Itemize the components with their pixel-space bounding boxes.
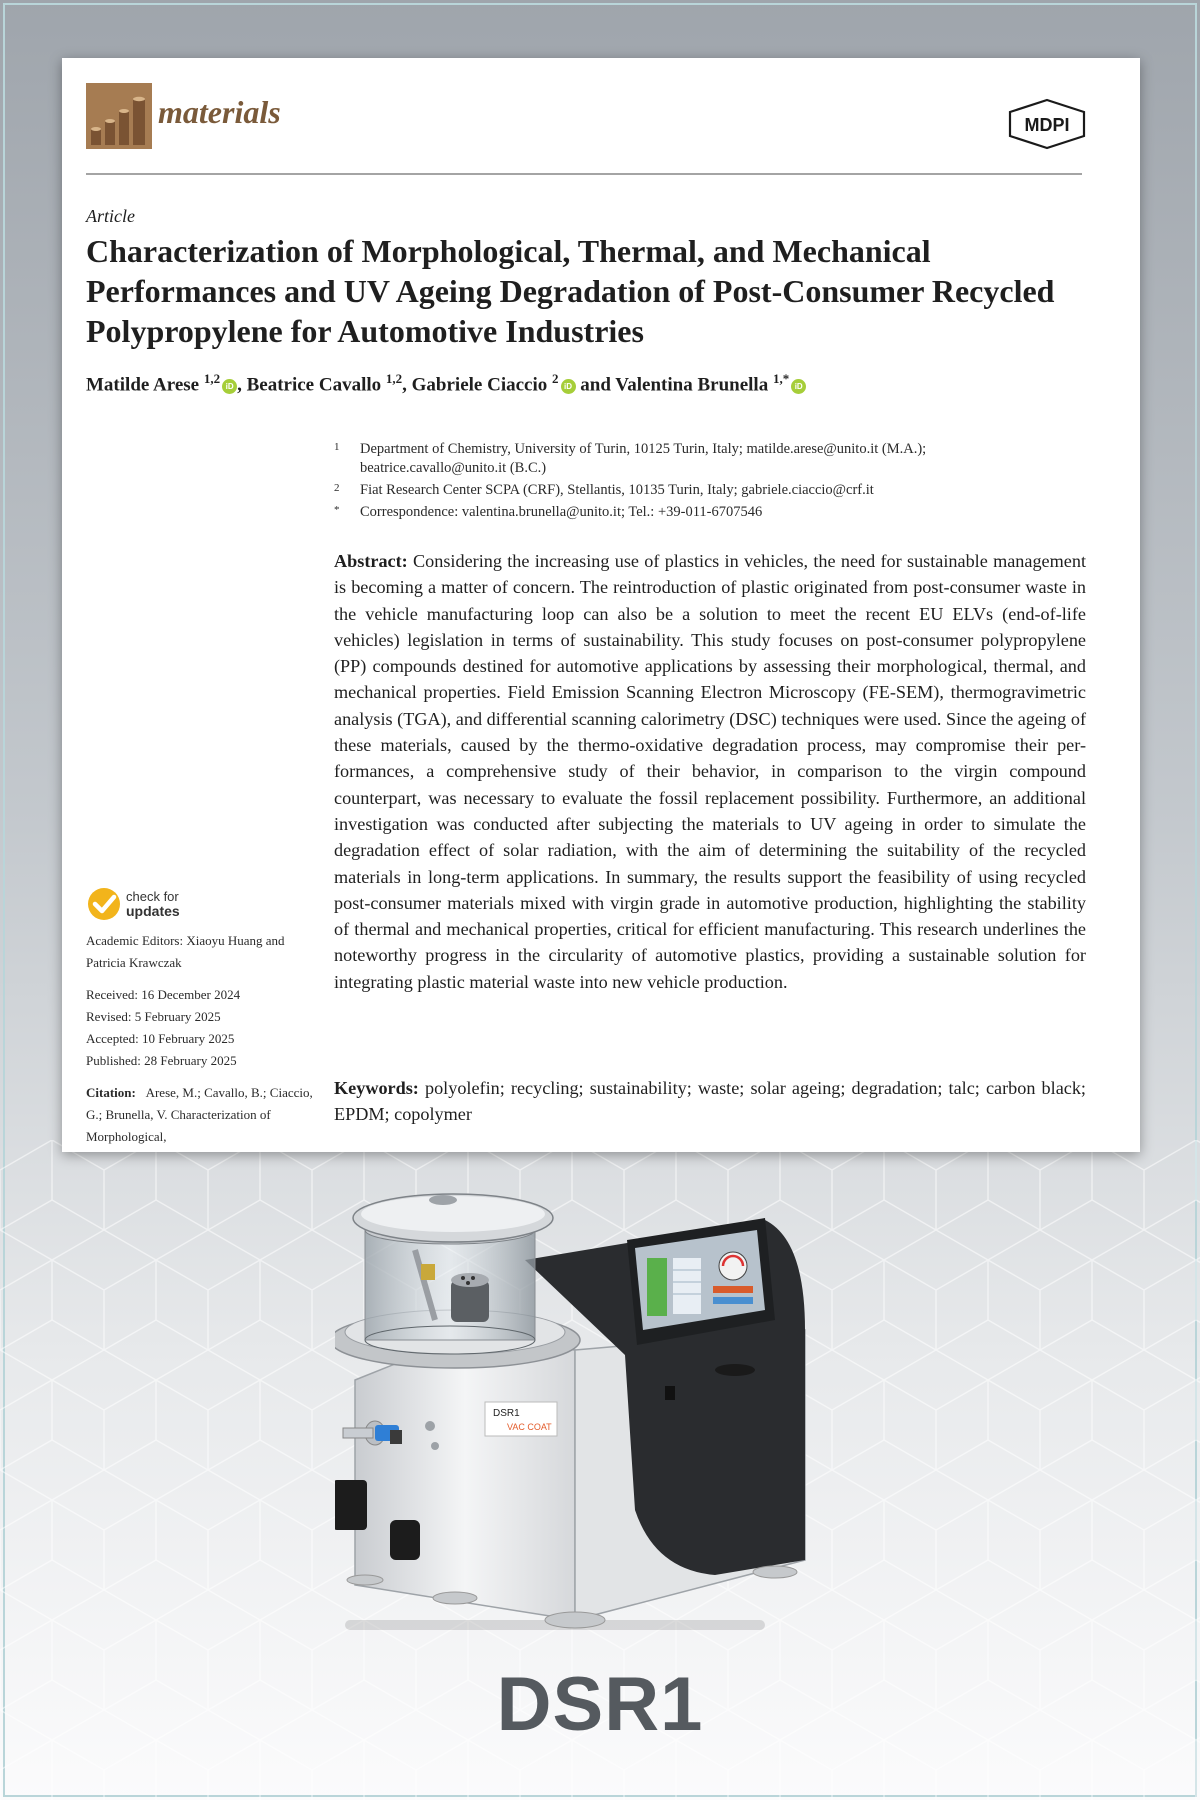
affiliation-item	[334, 440, 1054, 478]
accepted-date: Accepted: 10 February 2025	[86, 1031, 235, 1046]
check-for-label: check for	[126, 888, 179, 904]
header-rule	[86, 173, 1082, 175]
revised-date: Revised: 5 February 2025	[86, 1009, 221, 1024]
affiliation-number: 1	[334, 441, 340, 453]
author-affil-sup: 1,*	[772, 371, 790, 386]
paper-first-page	[62, 58, 1140, 1152]
affiliation-text: Department of Chemistry, University of Turin, 10125 Turin, Italy; matilde.arese@unito.it (M.A.); beatrice.cavallo@unito.it (B.C.)	[360, 441, 927, 476]
device-brand: VAC COAT	[507, 1422, 552, 1432]
academic-editors: Academic Editors: Xiaoyu Huang and Patricia Krawczak	[86, 933, 285, 970]
orcid-icon[interactable]: iD	[222, 379, 237, 394]
check-for-updates-badge[interactable]	[86, 886, 180, 922]
author-affil-sup: 2	[552, 371, 559, 386]
author-affil-sup: 1,2	[203, 371, 221, 386]
author-name: , Beatrice Cavallo	[237, 374, 382, 396]
citation-label: Citation:	[86, 1085, 136, 1100]
mdpi-logo-icon	[1006, 98, 1088, 150]
author-name: and Valentina Brunella	[575, 374, 769, 396]
orcid-icon[interactable]: iD	[561, 379, 576, 394]
device-panel-label: DSR1	[493, 1408, 520, 1419]
product-model-label: DSR1	[496, 1662, 704, 1747]
citation-text: Arese, M.; Cavallo, B.; Ciaccio, G.; Brunella, V. Characterization of Morphological,	[86, 1085, 313, 1144]
abstract-text: Considering the increasing use of plastics in vehicles, the need for sustainable management is becoming a matter of concern. The reintroduction of plastic originated from post-consumer waste in the vehicle manufacturing loop can also be a solution to meet the recent EU ELVs (end-of-life vehicles) legislation in terms of sustainability. This study focuses on post-consumer polypropylene (PP) compounds destined for automotive applications by assessing their morphological, thermal, and mechanical properties. Field Emission Scanning Electron Microscopy (FE-SEM), thermogravimetric analysis (TGA), and differential scanning calorimetry (DSC) techniques were used. Since the ageing of these materials, caused by the thermo-oxidative degradation process, may compromise their per-formances, a comprehensive study of their behavior, in comparison to the virgin compound counterpart, was necessary to evaluate the fossil replacement possibility. Furthermore, an additional investigation was conducted after subjecting the materials to UV ageing in order to simulate the degradation effect of solar radiation, with the aim of determining the suitability of the recycled materials in long-term applications. In summary, the results support the feasibility of using recycled post-consumer materials mixed with virgin grade in automotive production, highlighting the stability of thermal and mechanical properties, critical for efficient manufacturing. This research underlines the noteworthy progress in the circularity of automotive plastics, providing a sustainable solution for integrating plastic material waste into new vehicle production.	[334, 551, 1086, 992]
author-name: , Gabriele Ciaccio	[402, 374, 548, 396]
journal-name: materials	[158, 94, 281, 130]
keywords-label: Keywords:	[334, 1078, 419, 1098]
author-affil-sup: 1,2	[385, 371, 403, 386]
affiliation-number: 2	[334, 482, 340, 494]
article-title: Characterization of Morphological, Thermal, and Mechanical Performances and UV Ageing Degradation of Post-Consumer Recycled Polypropylene for Automotive Industries	[86, 233, 1055, 349]
author-name: Matilde Arese	[86, 374, 200, 396]
received-date: Received: 16 December 2024	[86, 987, 241, 1002]
sputter-coater-device-icon	[335, 1180, 875, 1640]
orcid-icon[interactable]: iD	[791, 379, 806, 394]
affiliation-item	[334, 503, 1054, 522]
citation	[86, 1082, 316, 1148]
check-updates-icon	[86, 886, 122, 922]
published-date: Published: 28 February 2025	[86, 1053, 237, 1068]
materials-logo-icon	[86, 83, 152, 149]
publisher-name: MDPI	[1024, 115, 1070, 135]
author-list	[86, 371, 806, 396]
affiliation-text: Correspondence: valentina.brunella@unito.it; Tel.: +39-011-6707546	[360, 504, 763, 520]
updates-label: updates	[126, 902, 180, 919]
affiliations	[334, 440, 1054, 525]
keywords	[334, 1075, 1086, 1128]
abstract	[334, 548, 1086, 995]
article-type: Article	[86, 206, 135, 226]
affiliation-text: Fiat Research Center SCPA (CRF), Stellantis, 10135 Turin, Italy; gabriele.ciaccio@crf.it	[360, 482, 874, 498]
abstract-label: Abstract:	[334, 551, 408, 571]
check-updates-text	[126, 890, 180, 919]
publication-dates	[86, 984, 316, 1072]
affiliation-number: *	[334, 504, 340, 516]
keywords-text: polyolefin; recycling; sustainability; waste; solar ageing; degradation; talc; carbon black; EPDM; copolymer	[334, 1078, 1086, 1125]
affiliation-item	[334, 481, 1054, 500]
